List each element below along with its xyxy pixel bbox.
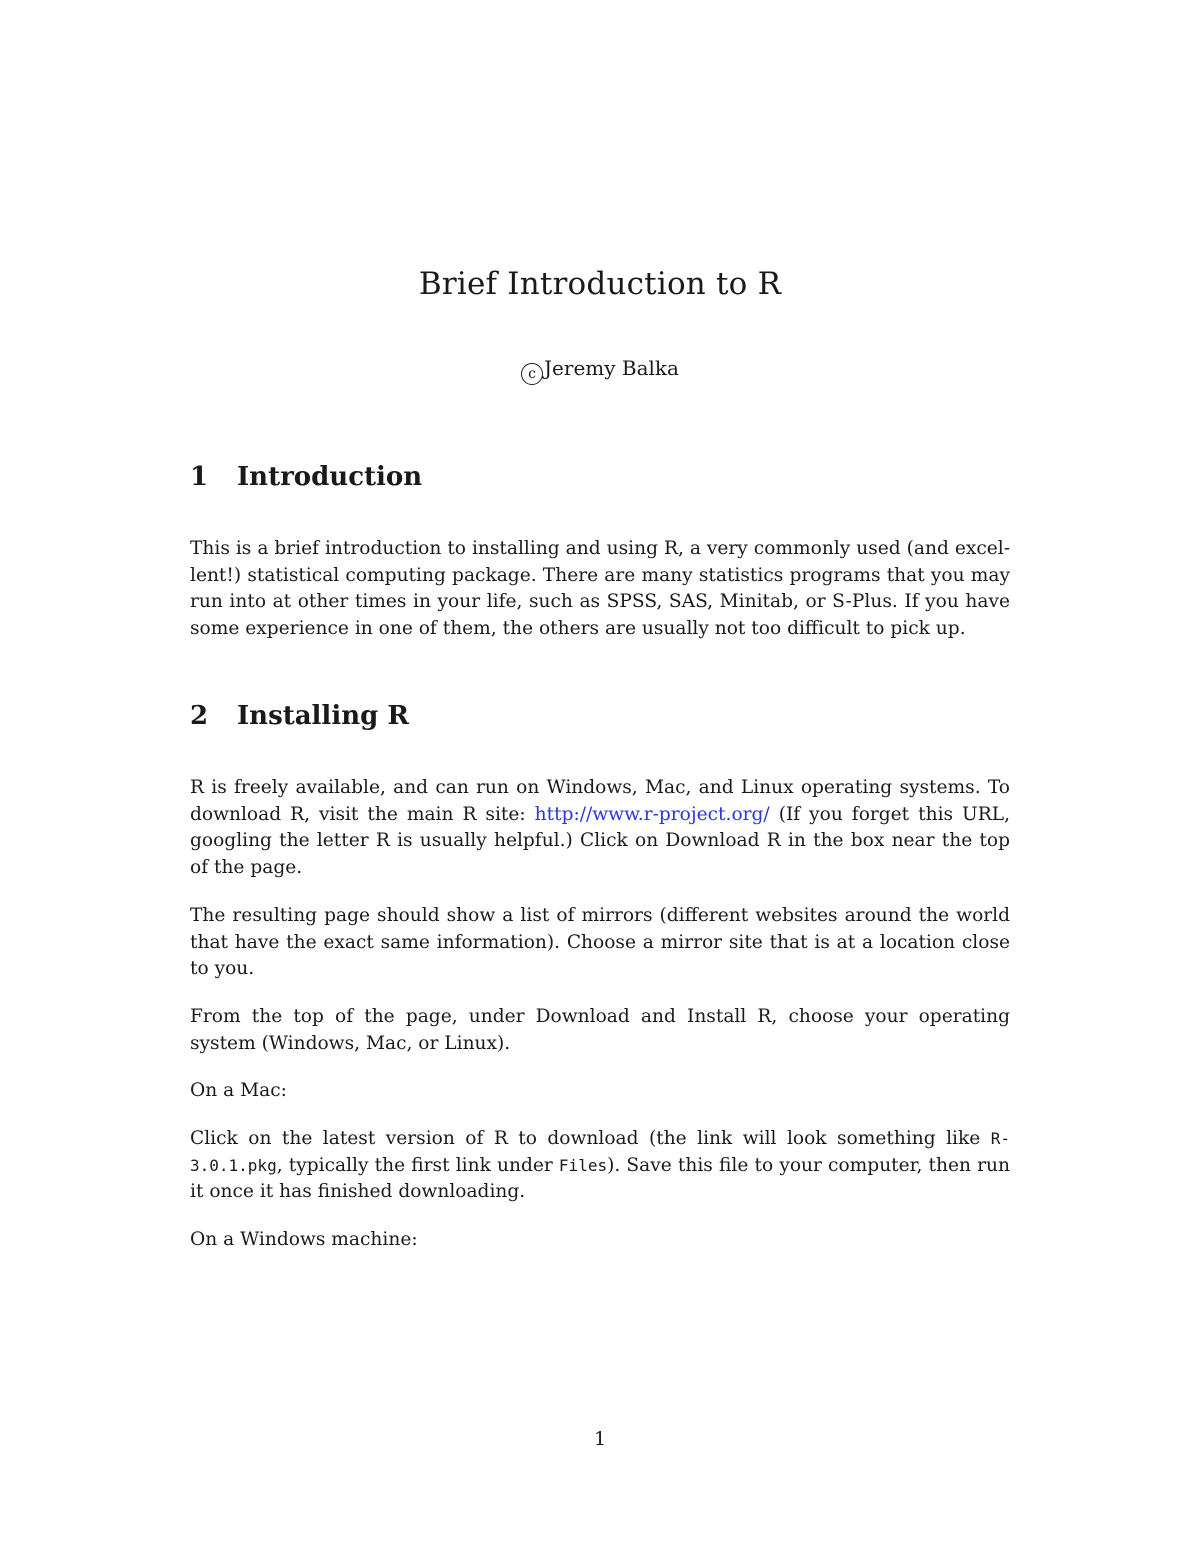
copyright-icon: c [521,363,543,385]
paragraph-text: Click on the latest version of R to download (the link will look something like [190,1128,991,1150]
paragraph-text: (If you forget this URL, googling the letter R is usually helpful.) Click on Download R in the box near the top of the page. [190,803,1010,879]
paragraph: On a Windows machine: [190,1229,418,1251]
section-heading [190,699,1010,733]
section-introduction [190,460,1010,643]
paragraph: On a Mac: [190,1080,287,1102]
paragraph: This is a brief introduction to installing and using R, a very commonly used (and excel-lent!) statistical computing package. There are many statistics programs that you may run into at other times in your life, such as SPSS, SAS, Minitab, or S-Plus. If you have some experience in one of them, the others are usually not too difficult to pick up. [190,538,1010,640]
paragraph [190,775,1010,882]
section-number: 1 [190,462,209,492]
section-number: 2 [190,701,209,731]
section-title: Installing R [237,701,409,731]
page-number: 1 [593,1428,607,1450]
paragraph: The resulting page should show a list of mirrors (different websites around the world that have the exact same information). Choose a mirror site that is at a location close to you. [190,904,1010,980]
code-files: Files [558,1155,608,1175]
paragraph-text: R is freely available, and can run on Windows, Mac, and Linux operating systems. To download R, visit the main R site: [190,777,1010,825]
author-name: Jeremy Balka [544,356,679,380]
paragraph: From the top of the page, under Download and Install R, choose your operating system (Windows, Mac, or Linux). [190,1005,1010,1054]
r-project-link[interactable]: http://www.r-project.org/ [534,803,770,825]
author-line [0,356,1200,385]
document-title: Brief Introduction to R [418,266,782,302]
section-installing-r [190,699,1010,1254]
section-heading [190,460,1010,494]
code-filename: R-3.0.1.pkg [190,1129,1010,1175]
paragraph-text: ). Save this file to your computer, then run it once it has finished downloading. [190,1154,1010,1203]
paragraph-text: , typically the first link under [276,1154,559,1176]
paragraph [190,1126,1010,1206]
section-title: Introduction [237,462,423,492]
